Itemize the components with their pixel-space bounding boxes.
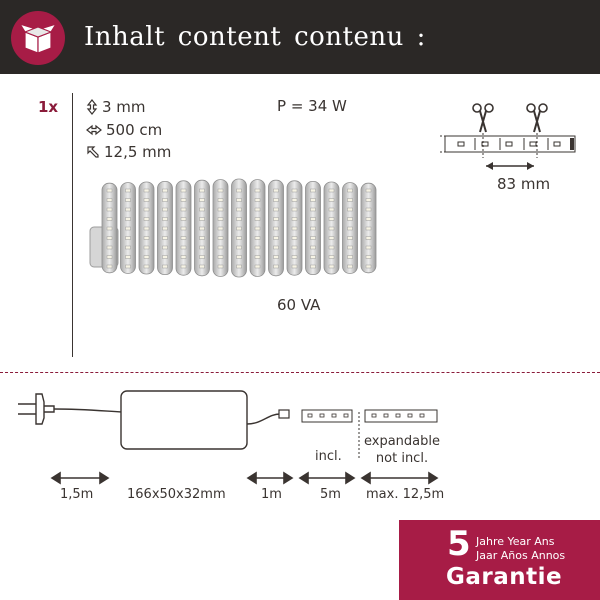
led-chip bbox=[218, 237, 223, 240]
connector-cable-length: 1m bbox=[261, 487, 282, 502]
led-chip bbox=[144, 189, 149, 192]
led-strip-included-icon bbox=[302, 410, 352, 422]
led-chip bbox=[200, 237, 205, 240]
led-chip bbox=[107, 237, 112, 240]
led-chip bbox=[311, 227, 316, 230]
led-chip bbox=[126, 208, 131, 211]
led-chip bbox=[126, 199, 131, 202]
title-fr: contenu : bbox=[294, 22, 426, 52]
power-supply-driver bbox=[121, 391, 289, 449]
led-chip bbox=[366, 265, 371, 268]
led-chip bbox=[237, 237, 242, 240]
led-chip bbox=[311, 237, 316, 240]
led-chip bbox=[107, 208, 112, 211]
led-chip bbox=[163, 189, 168, 192]
led-chip bbox=[181, 256, 186, 259]
led-chip bbox=[237, 227, 242, 230]
led-chip bbox=[311, 189, 316, 192]
led-chip bbox=[163, 256, 168, 259]
led-chip bbox=[237, 265, 242, 268]
led-chip bbox=[255, 237, 260, 240]
led-chip bbox=[218, 208, 223, 211]
apparent-power-label: 60 VA bbox=[277, 296, 321, 314]
led-chip bbox=[255, 265, 260, 268]
open-box-icon bbox=[18, 20, 58, 56]
led-chip bbox=[107, 199, 112, 202]
led-chip bbox=[274, 265, 279, 268]
led-chip bbox=[181, 227, 186, 230]
led-chip bbox=[311, 218, 316, 221]
led-chip bbox=[126, 256, 131, 259]
led-chip bbox=[366, 218, 371, 221]
width-arrow-icon bbox=[86, 145, 100, 159]
led-chip bbox=[366, 237, 371, 240]
led-chip bbox=[255, 218, 260, 221]
title-en: content bbox=[177, 22, 282, 52]
led-chip bbox=[107, 227, 112, 230]
guarantee-years: 5 bbox=[447, 524, 471, 564]
led-chip bbox=[348, 208, 353, 211]
led-chip bbox=[255, 208, 260, 211]
expandable-max-length: max. 12,5m bbox=[366, 487, 445, 502]
led-chip bbox=[274, 246, 279, 249]
plug-icon bbox=[18, 394, 122, 424]
led-chip bbox=[181, 199, 186, 202]
led-chip bbox=[237, 246, 242, 249]
led-chip bbox=[163, 218, 168, 221]
led-chip bbox=[366, 199, 371, 202]
led-chip bbox=[126, 237, 131, 240]
led-chip bbox=[348, 265, 353, 268]
led-chip bbox=[144, 227, 149, 230]
led-chip bbox=[218, 218, 223, 221]
led-chip bbox=[274, 227, 279, 230]
led-chip bbox=[274, 256, 279, 259]
led-chip bbox=[292, 256, 297, 259]
led-chip bbox=[218, 227, 223, 230]
expandable-label: expandable bbox=[363, 434, 440, 449]
led-chip bbox=[163, 246, 168, 249]
led-chip bbox=[348, 189, 353, 192]
led-chip bbox=[181, 189, 186, 192]
led-chip bbox=[200, 208, 205, 211]
height-arrow-icon bbox=[86, 99, 98, 115]
led-chip bbox=[348, 256, 353, 259]
led-chip bbox=[292, 218, 297, 221]
led-chip bbox=[200, 218, 205, 221]
led-chip bbox=[107, 189, 112, 192]
led-chip bbox=[144, 208, 149, 211]
led-chip bbox=[329, 227, 334, 230]
led-chip bbox=[348, 218, 353, 221]
led-chip bbox=[126, 227, 131, 230]
box-badge bbox=[11, 11, 65, 65]
led-chip bbox=[163, 208, 168, 211]
led-chip bbox=[181, 208, 186, 211]
led-chip bbox=[255, 199, 260, 202]
led-chip bbox=[218, 265, 223, 268]
spec-height bbox=[86, 98, 146, 116]
led-chip bbox=[181, 265, 186, 268]
led-chip bbox=[366, 246, 371, 249]
led-chip bbox=[200, 246, 205, 249]
length-arrow-icon bbox=[86, 124, 102, 136]
led-chip bbox=[348, 246, 353, 249]
led-chip bbox=[311, 246, 316, 249]
led-chip bbox=[366, 227, 371, 230]
led-chip bbox=[163, 265, 168, 268]
led-chip bbox=[107, 265, 112, 268]
led-chip bbox=[348, 199, 353, 202]
led-strip-coil-image bbox=[88, 175, 383, 285]
led-chip bbox=[292, 208, 297, 211]
led-chip bbox=[292, 227, 297, 230]
led-chip bbox=[218, 199, 223, 202]
vertical-divider bbox=[72, 93, 73, 357]
guarantee-years-label-1: Jahre Year Ans bbox=[476, 535, 555, 548]
led-chip bbox=[366, 189, 371, 192]
led-chip bbox=[163, 199, 168, 202]
led-chip bbox=[292, 237, 297, 240]
led-chip bbox=[107, 256, 112, 259]
led-strip-expandable-icon bbox=[365, 410, 437, 422]
led-chip bbox=[255, 189, 260, 192]
led-chip bbox=[218, 189, 223, 192]
led-chip bbox=[329, 246, 334, 249]
led-chip bbox=[200, 189, 205, 192]
plug-cable-length: 1,5m bbox=[60, 487, 94, 502]
led-chip bbox=[237, 256, 242, 259]
led-chip bbox=[255, 246, 260, 249]
guarantee-word: Garantie bbox=[446, 564, 563, 590]
scissors-icon bbox=[473, 104, 493, 132]
spec-height-text: 3 mm bbox=[102, 98, 146, 116]
strip-included-label: incl. bbox=[315, 449, 342, 464]
led-chip bbox=[144, 256, 149, 259]
led-chip bbox=[274, 208, 279, 211]
led-chip bbox=[107, 246, 112, 249]
dashed-divider bbox=[0, 372, 600, 373]
power-label: P = 34 W bbox=[277, 97, 347, 115]
led-chip bbox=[366, 256, 371, 259]
dimension-arrows bbox=[0, 468, 600, 488]
quantity-label: 1x bbox=[38, 98, 59, 116]
cut-distance-label: 83 mm bbox=[497, 175, 551, 193]
led-chip bbox=[181, 218, 186, 221]
led-chip bbox=[329, 256, 334, 259]
led-chip bbox=[311, 256, 316, 259]
led-chip bbox=[329, 218, 334, 221]
title-de: Inhalt bbox=[84, 22, 166, 52]
led-chip bbox=[329, 189, 334, 192]
led-chip bbox=[255, 256, 260, 259]
led-chip bbox=[311, 199, 316, 202]
led-chip bbox=[181, 237, 186, 240]
led-chip bbox=[237, 189, 242, 192]
led-chip bbox=[200, 265, 205, 268]
led-chip bbox=[237, 218, 242, 221]
led-chip bbox=[292, 246, 297, 249]
led-chip bbox=[311, 208, 316, 211]
led-chip bbox=[348, 227, 353, 230]
led-chip bbox=[237, 208, 242, 211]
led-chip bbox=[126, 246, 131, 249]
led-chip bbox=[144, 237, 149, 240]
led-chip bbox=[126, 189, 131, 192]
led-chip bbox=[144, 265, 149, 268]
guarantee-badge bbox=[399, 520, 600, 600]
not-included-label: not incl. bbox=[375, 451, 429, 466]
led-chip bbox=[274, 237, 279, 240]
driver-dimensions: 166x50x32mm bbox=[127, 487, 226, 502]
led-chip bbox=[163, 237, 168, 240]
led-chip bbox=[200, 227, 205, 230]
spec-width-text: 12,5 mm bbox=[104, 143, 172, 161]
guarantee-years-label-2: Jaar Años Annos bbox=[476, 549, 566, 562]
led-chip bbox=[292, 199, 297, 202]
spec-length-text: 500 cm bbox=[106, 121, 163, 139]
led-chip bbox=[255, 227, 260, 230]
led-chip bbox=[348, 237, 353, 240]
cut-diagram bbox=[440, 100, 580, 175]
led-chip bbox=[292, 265, 297, 268]
led-chip bbox=[366, 208, 371, 211]
led-chip bbox=[144, 218, 149, 221]
system-diagram bbox=[0, 380, 600, 460]
page-title bbox=[84, 22, 426, 52]
led-chip bbox=[274, 218, 279, 221]
led-chip bbox=[126, 265, 131, 268]
spec-width bbox=[86, 143, 171, 161]
led-chip bbox=[107, 218, 112, 221]
led-chip bbox=[200, 199, 205, 202]
led-chip bbox=[329, 237, 334, 240]
led-chip bbox=[163, 227, 168, 230]
led-chip bbox=[126, 218, 131, 221]
led-chip bbox=[329, 265, 334, 268]
led-chip bbox=[200, 256, 205, 259]
led-chip bbox=[218, 246, 223, 249]
led-chip bbox=[329, 199, 334, 202]
led-chip bbox=[274, 189, 279, 192]
strip-included-length: 5m bbox=[320, 487, 341, 502]
spec-length bbox=[86, 121, 162, 139]
led-chip bbox=[218, 256, 223, 259]
led-chip bbox=[274, 199, 279, 202]
led-chip bbox=[144, 199, 149, 202]
led-chip bbox=[311, 265, 316, 268]
cut-distance-arrow bbox=[486, 162, 534, 170]
led-chip bbox=[181, 246, 186, 249]
led-chip bbox=[292, 189, 297, 192]
led-chip bbox=[144, 246, 149, 249]
led-chip bbox=[237, 199, 242, 202]
led-chip bbox=[329, 208, 334, 211]
scissors-icon bbox=[527, 104, 547, 132]
